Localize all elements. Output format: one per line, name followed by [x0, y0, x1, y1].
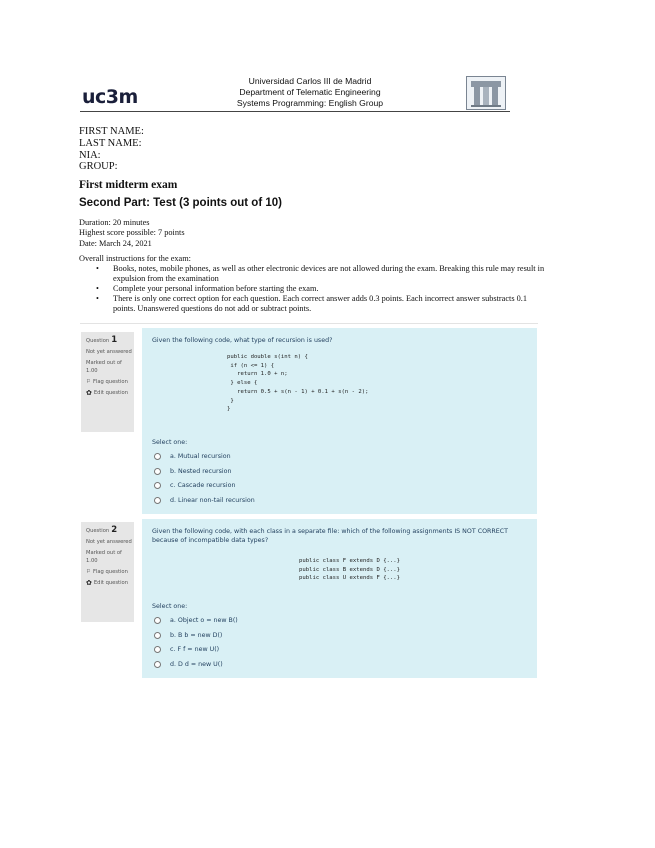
- radio-button[interactable]: [154, 632, 161, 639]
- exam-date: Date: March 24, 2021: [79, 238, 152, 248]
- edit-question-link[interactable]: ✿ Edit question: [86, 579, 128, 588]
- gear-icon: ✿: [86, 389, 92, 398]
- question-2-content: [142, 519, 537, 678]
- section-divider: [80, 323, 538, 324]
- first-name-field: FIRST NAME:: [79, 126, 144, 137]
- header-divider: [80, 111, 510, 112]
- last-name-field: LAST NAME:: [79, 137, 142, 149]
- question-status: Not yet answered: [86, 539, 132, 546]
- answer-option[interactable]: a. Mutual recursion: [154, 449, 255, 464]
- select-one-label: Select one:: [152, 439, 188, 446]
- answer-option[interactable]: c. F f = new U(): [154, 642, 238, 657]
- answer-option[interactable]: b. Nested recursion: [154, 464, 255, 479]
- question-1-info: [81, 332, 134, 432]
- radio-button[interactable]: [154, 482, 161, 489]
- instruction-item: [79, 284, 549, 294]
- gear-icon: ✿: [86, 579, 92, 588]
- answer-option[interactable]: c. Cascade recursion: [154, 478, 255, 493]
- student-info-fields: [79, 126, 144, 173]
- select-one-label: Select one:: [152, 603, 188, 610]
- university-header: [190, 76, 430, 109]
- flag-icon: ⚐: [86, 568, 91, 575]
- flag-question-link[interactable]: ⚐ Flag question: [86, 378, 128, 385]
- radio-button[interactable]: [154, 468, 161, 475]
- question-marks: Marked out of 1.00: [86, 360, 122, 374]
- radio-button[interactable]: [154, 617, 161, 624]
- highest-score: Highest score possible: 7 points: [79, 228, 185, 238]
- radio-button[interactable]: [154, 661, 161, 668]
- radio-button[interactable]: [154, 453, 161, 460]
- university-name: Universidad Carlos III de Madrid: [248, 76, 372, 86]
- flag-icon: ⚐: [86, 378, 91, 385]
- instruction-item: [79, 294, 549, 314]
- duration: Duration: 20 minutes: [79, 218, 150, 227]
- instruction-text: Complete your personal information before starting the exam.: [113, 284, 319, 293]
- edit-question-link[interactable]: ✿ Edit question: [86, 389, 128, 398]
- exam-title: First midterm exam: [79, 179, 178, 191]
- flag-question-link[interactable]: ⚐ Flag question: [86, 568, 128, 575]
- instruction-item: [79, 264, 549, 284]
- question-text: Given the following code, with each class in a separate file: which of the following assignments IS NOT CORRECT because of incompatible data types?: [152, 528, 509, 544]
- question-1-content: [142, 328, 537, 514]
- group-field: GROUP:: [79, 161, 118, 173]
- uc3m-logo: uc3m: [82, 86, 138, 108]
- answer-option[interactable]: b. B b = new D(): [154, 628, 238, 643]
- radio-button[interactable]: [154, 497, 161, 504]
- instruction-text: There is only one correct option for each question. Each correct answer adds 0.3 points. Each incorrect answer substracts 0.1 points. Unanswered questions do not add or subtract points.: [113, 294, 528, 313]
- bullet-icon: •: [96, 284, 99, 293]
- course-name: Systems Programming: English Group: [236, 98, 384, 108]
- question-2-info: [81, 522, 134, 622]
- answer-option[interactable]: d. Linear non-tail recursion: [154, 493, 255, 508]
- question-marks: Marked out of 1.00: [86, 550, 122, 564]
- department-emblem-icon: [466, 76, 506, 110]
- department-name: Department of Telematic Engineering: [239, 87, 381, 97]
- radio-button[interactable]: [154, 646, 161, 653]
- question-number: Question 1: [86, 335, 118, 345]
- question-text: Given the following code, what type of recursion is used?: [152, 337, 333, 344]
- part-title: Second Part: Test (3 points out of 10): [79, 197, 282, 209]
- bullet-icon: •: [96, 264, 99, 273]
- instructions-heading: Overall instructions for the exam:: [79, 254, 191, 263]
- instruction-text: Books, notes, mobile phones, as well as other electronic devices are not allowed during the exam. Breaking this rule may result in expulsion from the examination: [113, 264, 545, 283]
- exam-meta: [79, 218, 185, 249]
- answer-options: [154, 613, 238, 672]
- instructions-list: [79, 264, 549, 314]
- answer-options: [154, 449, 255, 508]
- answer-option[interactable]: d. D d = new U(): [154, 657, 238, 672]
- bullet-icon: •: [96, 294, 99, 303]
- nia-field: NIA:: [79, 149, 101, 161]
- code-snippet: public double s(int n) { if (n <= 1) { return 1.0 + n; } else { return 0.5 + s(n - 1) + 0.1 + s(n - 2); } }: [227, 354, 369, 413]
- code-snippet: public class F extends D {...} public class B extends D {...} public class U extends F {...}: [299, 558, 401, 582]
- question-number: Question 2: [86, 525, 118, 535]
- answer-option[interactable]: a. Object o = new B(): [154, 613, 238, 628]
- question-status: Not yet answered: [86, 349, 132, 356]
